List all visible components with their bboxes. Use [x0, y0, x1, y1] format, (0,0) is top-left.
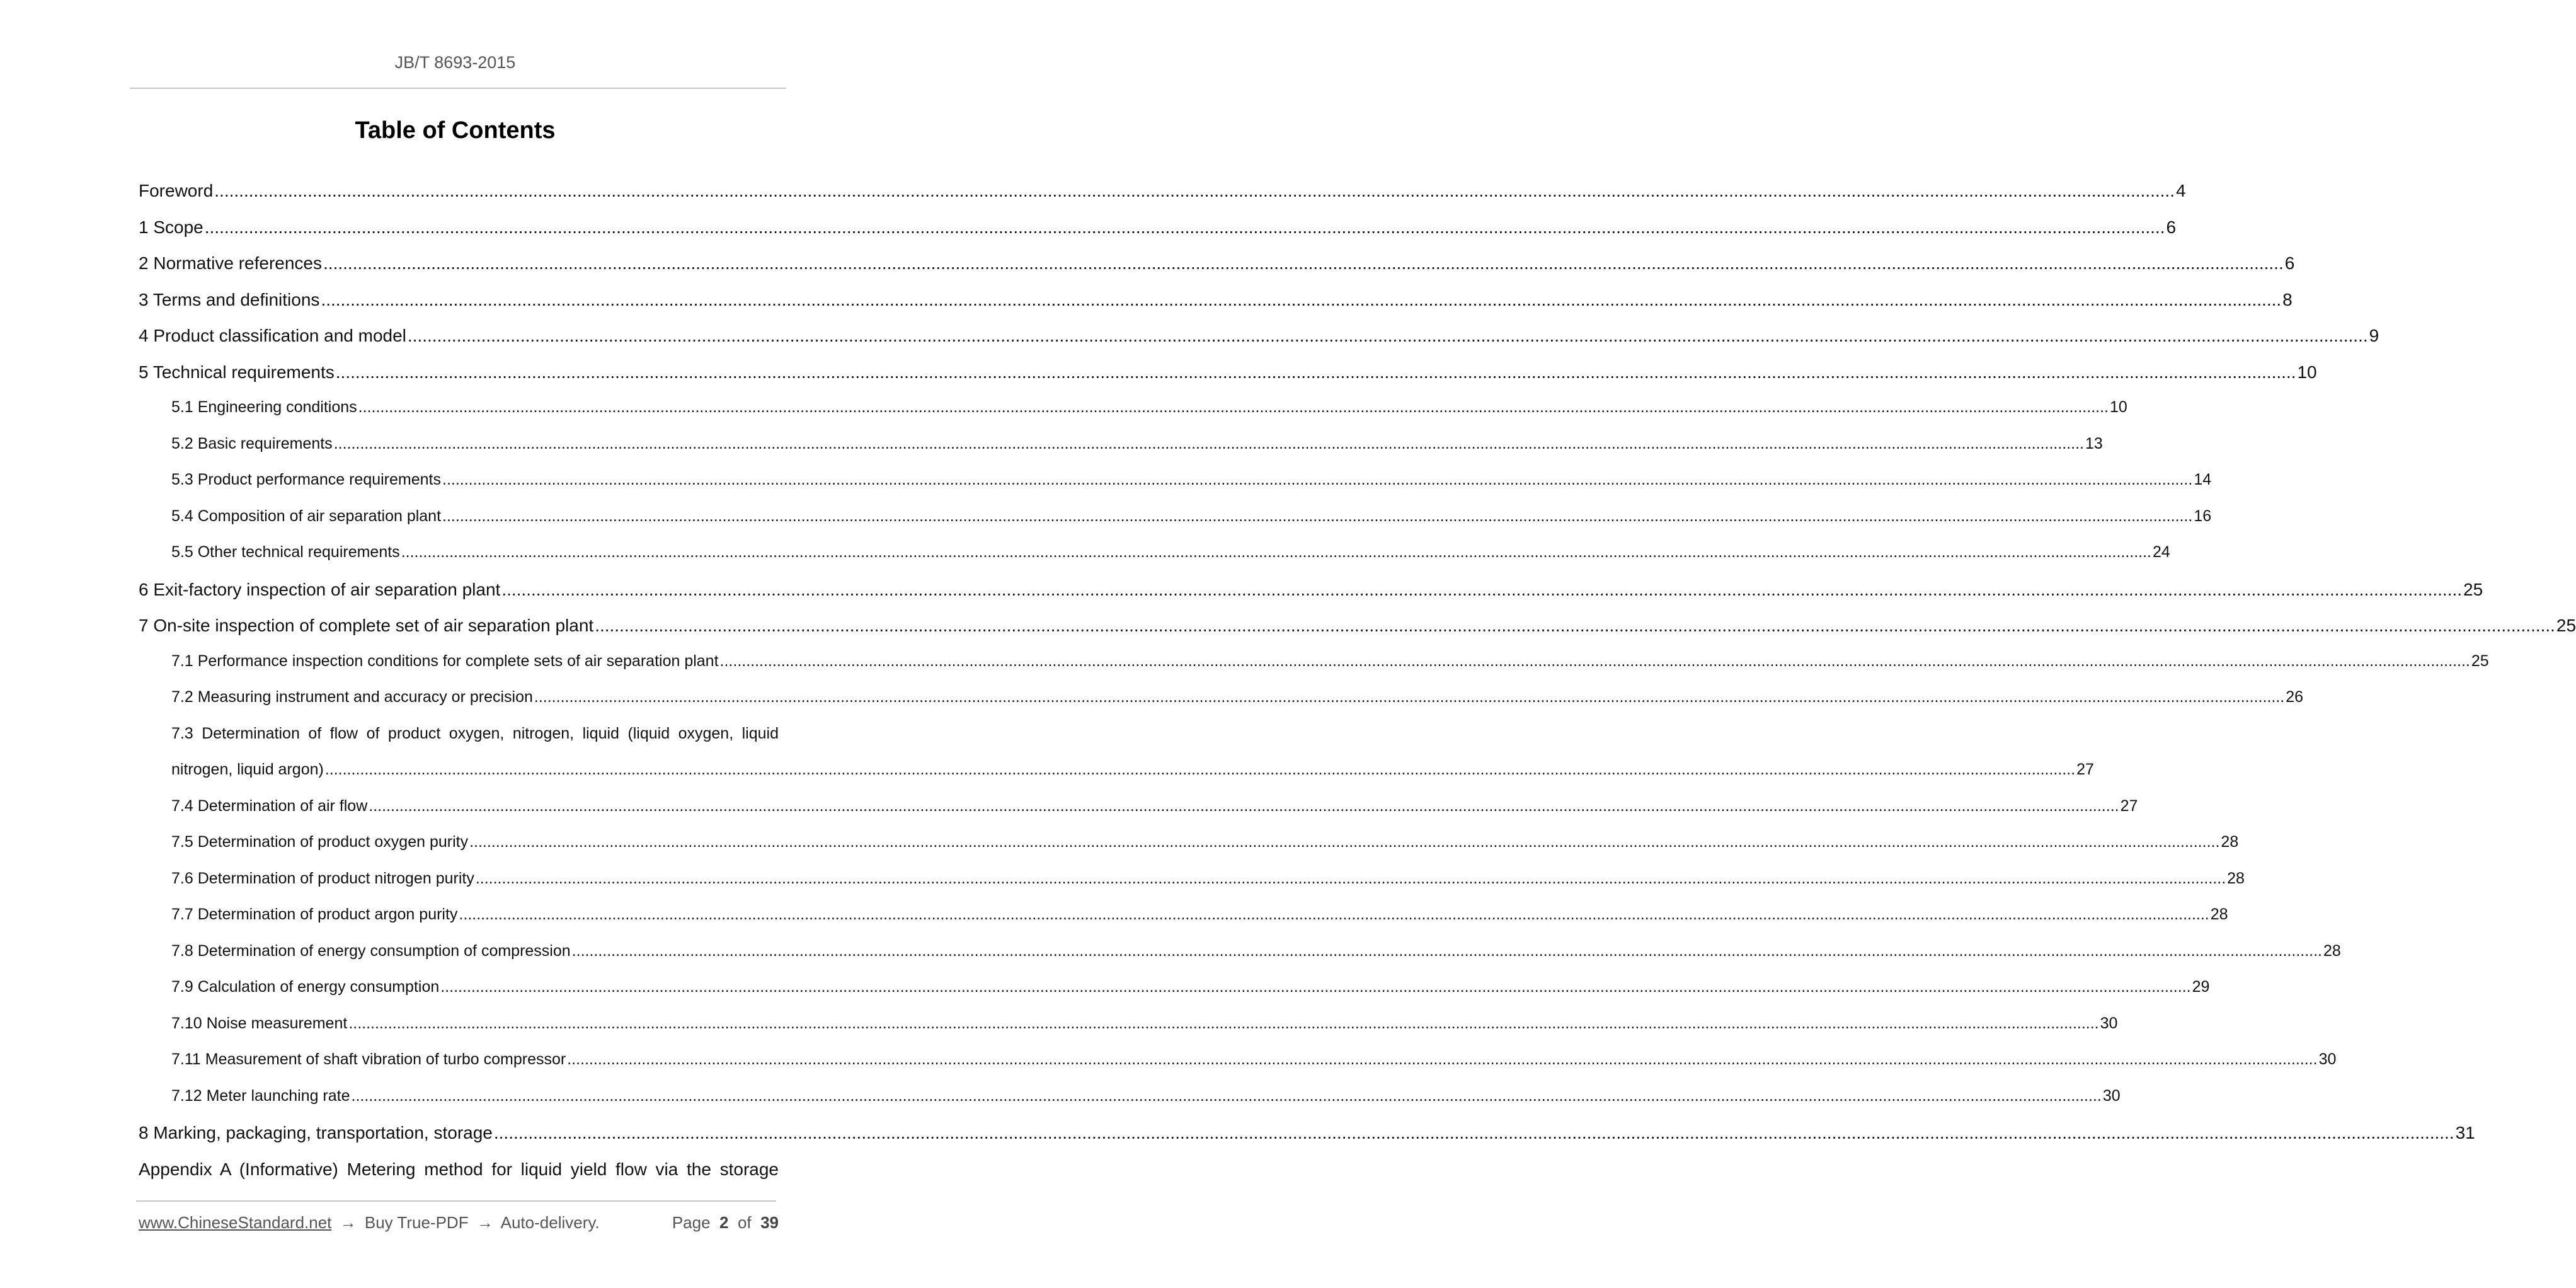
- toc-entry-title: 3 Terms and definitions: [139, 289, 320, 309]
- toc-entry-page: 14: [2194, 471, 2212, 488]
- toc-leader-dots: ................................................................................................................................................................................................................................................................................................................................................................................................................: [369, 796, 2119, 815]
- delivery-text: Auto-delivery.: [500, 1213, 600, 1232]
- toc-entry-page: 30: [2318, 1050, 2337, 1068]
- toc-entry-title: 7.6 Determination of product nitrogen purity: [171, 869, 474, 887]
- running-header: JB/T 8693-2015: [394, 53, 516, 72]
- toc-entry-page: 25: [2471, 652, 2489, 670]
- page-counter: [672, 1213, 779, 1233]
- toc-entry-title: 7.9 Calculation of energy consumption: [171, 978, 440, 996]
- toc-entry-title: 8 Marking, packaging, transportation, storage: [139, 1123, 493, 1142]
- toc-entry-title: 7 On-site inspection of complete set of air separation plant: [139, 616, 594, 635]
- toc-entry[interactable]: [139, 941, 2341, 979]
- toc-entry-title: 5.4 Composition of air separation plant: [171, 507, 442, 525]
- toc-entry-title: 2 Normative references: [139, 253, 323, 273]
- page-current: 2: [719, 1213, 729, 1232]
- toc-entry[interactable]: [139, 616, 2576, 652]
- arrow-right-icon: →: [340, 1213, 357, 1232]
- toc-entry-page: 28: [2323, 941, 2341, 960]
- toc-entry-page: 24: [2153, 543, 2170, 561]
- toc-entry-page: 10: [2297, 362, 2317, 382]
- toc-entry-page: 30: [2102, 1086, 2121, 1105]
- toc-entry-page: 28: [2221, 833, 2239, 851]
- page-title: Table of Contents: [355, 117, 556, 144]
- toc-leader-dots: ................................................................................................................................................................................................................................................................................................................................................................................................................: [475, 869, 2226, 887]
- toc-entry-title: 5.1 Engineering conditions: [171, 398, 357, 416]
- toc-entry[interactable]: [139, 362, 2317, 399]
- header-divider: [130, 88, 786, 89]
- toc-entry[interactable]: [139, 978, 2210, 1015]
- toc-entry-title: 5.2 Basic requirements: [171, 434, 333, 452]
- toc-entry-title: 5.3 Product performance requirements: [171, 471, 441, 488]
- toc-leader-dots: ................................................................................................................................................................................................................................................................................................................................................................................................................: [321, 289, 2282, 309]
- toc-entry[interactable]: [139, 688, 2304, 725]
- toc-entry[interactable]: [139, 1159, 779, 1196]
- toc-entry-title: nitrogen, liquid argon): [171, 761, 324, 778]
- toc-entry-title: 6 Exit-factory inspection of air separation plant: [139, 579, 501, 599]
- toc-entry-page: 30: [2100, 1014, 2118, 1032]
- toc-leader-dots: ................................................................................................................................................................................................................................................................................................................................................................................................................: [567, 1050, 2318, 1068]
- toc-leader-dots: ................................................................................................................................................................................................................................................................................................................................................................................................................: [333, 434, 2085, 452]
- toc-leader-dots: ................................................................................................................................................................................................................................................................................................................................................................................................................: [351, 1086, 2102, 1105]
- toc-entry-page: 31: [2455, 1123, 2475, 1142]
- toc-entry[interactable]: [139, 181, 2186, 217]
- toc-leader-dots: ................................................................................................................................................................................................................................................................................................................................................................................................................: [348, 1014, 2099, 1032]
- toc-entry[interactable]: [139, 761, 2094, 797]
- toc-entry-page: 25: [2556, 616, 2576, 635]
- toc-entry-title: 7.3 Determination of flow of product oxygen, nitrogen, liquid (liquid oxygen, liquid: [171, 724, 779, 742]
- toc-entry[interactable]: [139, 833, 2239, 870]
- toc-entry[interactable]: [139, 1050, 2337, 1087]
- toc-entry[interactable]: [139, 217, 2177, 254]
- toc-leader-dots: ................................................................................................................................................................................................................................................................................................................................................................................................................: [401, 543, 2152, 561]
- toc-entry[interactable]: [139, 507, 2212, 544]
- toc-entry-title: 1 Scope: [139, 217, 203, 237]
- table-of-contents: [139, 181, 2576, 1195]
- toc-entry-title: 7.12 Meter launching rate: [171, 1086, 350, 1105]
- toc-entry-title: Foreword: [139, 181, 214, 200]
- toc-entry-title: 7.8 Determination of energy consumption of compression: [171, 941, 571, 960]
- page-word: Page: [672, 1213, 711, 1232]
- toc-entry-page: 8: [2282, 289, 2293, 309]
- footer-promo: [139, 1213, 600, 1233]
- toc-entry[interactable]: [139, 906, 2228, 942]
- toc-leader-dots: ................................................................................................................................................................................................................................................................................................................................................................................................................: [324, 761, 2076, 778]
- page-of: of: [737, 1213, 752, 1232]
- toc-entry-page: 4: [2175, 181, 2186, 200]
- toc-entry-title: 7.11 Measurement of shaft vibration of turbo compressor: [171, 1050, 566, 1068]
- toc-entry-page: 27: [2076, 761, 2094, 778]
- toc-leader-dots: ................................................................................................................................................................................................................................................................................................................................................................................................................: [493, 1123, 2454, 1142]
- toc-entry[interactable]: [139, 434, 2103, 471]
- toc-entry[interactable]: [139, 1123, 2475, 1159]
- toc-entry-page: 10: [2109, 398, 2127, 416]
- buy-text: Buy True-PDF: [364, 1213, 469, 1232]
- toc-entry-title: Appendix A (Informative) Metering method for liquid yield flow via the storage: [139, 1159, 779, 1179]
- toc-entry-page: 6: [2284, 253, 2295, 273]
- toc-entry[interactable]: [139, 796, 2138, 834]
- toc-leader-dots: ................................................................................................................................................................................................................................................................................................................................................................................................................: [534, 688, 2285, 706]
- toc-leader-dots: ................................................................................................................................................................................................................................................................................................................................................................................................................: [214, 181, 2175, 200]
- toc-entry-page: 9: [2369, 326, 2379, 345]
- toc-leader-dots: ................................................................................................................................................................................................................................................................................................................................................................................................................: [204, 217, 2165, 237]
- toc-entry[interactable]: [139, 326, 2379, 362]
- toc-entry-page: 26: [2286, 688, 2304, 706]
- toc-entry[interactable]: [139, 471, 2212, 507]
- toc-entry-page: 13: [2085, 434, 2103, 452]
- toc-leader-dots: ................................................................................................................................................................................................................................................................................................................................................................................................................: [469, 833, 2220, 851]
- toc-entry-title: 7.4 Determination of air flow: [171, 796, 368, 815]
- toc-entry[interactable]: [139, 253, 2295, 290]
- toc-entry-title: 7.2 Measuring instrument and accuracy or precision: [171, 688, 533, 706]
- toc-entry[interactable]: [139, 289, 2293, 326]
- toc-leader-dots: ................................................................................................................................................................................................................................................................................................................................................................................................................: [719, 652, 2470, 670]
- toc-leader-dots: ................................................................................................................................................................................................................................................................................................................................................................................................................: [323, 253, 2284, 273]
- toc-entry-title: 5 Technical requirements: [139, 362, 335, 382]
- toc-leader-dots: ................................................................................................................................................................................................................................................................................................................................................................................................................: [595, 616, 2555, 635]
- toc-entry[interactable]: [139, 579, 2483, 616]
- toc-entry-page: 29: [2192, 978, 2210, 996]
- toc-entry-page: 28: [2210, 906, 2228, 923]
- arrow-right-icon: →: [476, 1213, 493, 1232]
- page-total: 39: [760, 1213, 779, 1232]
- toc-entry[interactable]: [139, 725, 779, 761]
- toc-leader-dots: ................................................................................................................................................................................................................................................................................................................................................................................................................: [358, 398, 2109, 416]
- toc-leader-dots: ................................................................................................................................................................................................................................................................................................................................................................................................................: [335, 362, 2296, 382]
- toc-entry-title: 7.5 Determination of product oxygen purity: [171, 833, 469, 851]
- toc-entry[interactable]: [139, 1086, 2121, 1124]
- toc-entry-title: 5.5 Other technical requirements: [171, 543, 400, 561]
- page-footer: [139, 1213, 779, 1236]
- toc-leader-dots: ................................................................................................................................................................................................................................................................................................................................................................................................................: [571, 941, 2322, 960]
- toc-entry-title: 7.1 Performance inspection conditions for complete sets of air separation plant: [171, 652, 719, 670]
- toc-leader-dots: ................................................................................................................................................................................................................................................................................................................................................................................................................: [442, 471, 2193, 488]
- toc-entry-page: 6: [2166, 217, 2177, 237]
- toc-leader-dots: ................................................................................................................................................................................................................................................................................................................................................................................................................: [407, 326, 2368, 345]
- toc-entry-page: 16: [2194, 507, 2212, 525]
- website-link[interactable]: www.ChineseStandard.net: [139, 1213, 332, 1232]
- toc-leader-dots: ................................................................................................................................................................................................................................................................................................................................................................................................................: [459, 906, 2209, 923]
- toc-entry-page: 25: [2463, 579, 2483, 599]
- toc-entry-title: 7.10 Noise measurement: [171, 1014, 348, 1032]
- footer-divider: [136, 1200, 776, 1202]
- toc-entry[interactable]: [139, 398, 2127, 435]
- toc-entry-title: 4 Product classification and model: [139, 326, 406, 345]
- toc-entry-page: 27: [2120, 796, 2138, 815]
- toc-entry[interactable]: [139, 1014, 2118, 1051]
- toc-entry[interactable]: [139, 869, 2245, 906]
- toc-leader-dots: ................................................................................................................................................................................................................................................................................................................................................................................................................: [440, 978, 2191, 996]
- toc-entry-page: 28: [2227, 869, 2245, 887]
- toc-leader-dots: ................................................................................................................................................................................................................................................................................................................................................................................................................: [442, 507, 2193, 525]
- toc-entry-title: 7.7 Determination of product argon purity: [171, 906, 458, 923]
- toc-entry[interactable]: [139, 652, 2489, 689]
- toc-leader-dots: ................................................................................................................................................................................................................................................................................................................................................................................................................: [501, 579, 2463, 599]
- toc-entry[interactable]: [139, 543, 2170, 580]
